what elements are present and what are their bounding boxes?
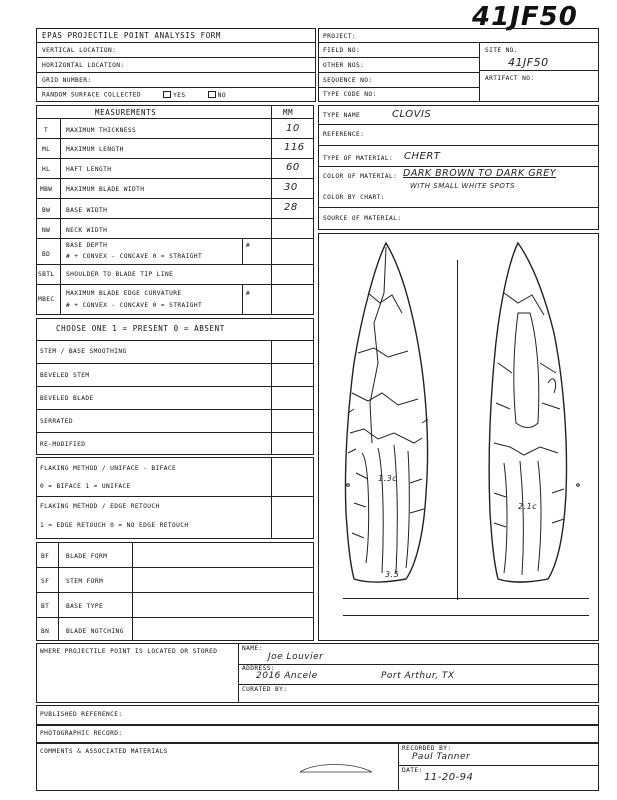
blade-form-label: BLADE FORM xyxy=(66,553,108,560)
material-color-value: DARK BROWN TO DARK GREY xyxy=(403,168,557,179)
comments-label: COMMENTS & ASSOCIATED MATERIALS xyxy=(40,748,168,755)
base-depth-hash: # xyxy=(246,242,251,249)
base-width-label: BASE WIDTH xyxy=(66,207,108,214)
site-number-header: 41JF50 xyxy=(472,2,578,32)
code-sf: SF xyxy=(41,578,50,585)
recorded-by-label: RECORDED BY: xyxy=(402,745,452,752)
code-t: T xyxy=(44,127,49,134)
measurements-header: MEASUREMENTS xyxy=(95,108,157,117)
owner-name-value: Joe Louvier xyxy=(268,652,324,662)
code-bw: BW xyxy=(42,207,51,214)
random-surface-text: RANDOM SURFACE COLLECTED xyxy=(42,91,142,99)
max-blade-width-value: 30 xyxy=(284,182,298,193)
site-no-value: 41JF50 xyxy=(508,56,549,69)
site-no-label: SITE NO. xyxy=(485,47,519,54)
neck-width-label: NECK WIDTH xyxy=(66,227,108,234)
blade-notching-label: BLADE NOTCHING xyxy=(66,628,124,635)
stem-form-label: STEM FORM xyxy=(66,578,104,585)
flaking-retouch-options: 1 = EDGE RETOUCH 0 = NO EDGE RETOUCH xyxy=(40,522,189,529)
location-stored-label: WHERE PROJECTILE POINT IS LOCATED OR STORED xyxy=(40,648,218,655)
material-type-label: TYPE OF MATERIAL: xyxy=(323,155,394,162)
flaking-method-retouch: FLAKING METHOD / EDGE RETOUCH xyxy=(40,503,160,510)
base-depth-label: BASE DEPTH xyxy=(66,242,108,249)
base-width-value: 28 xyxy=(284,202,298,213)
measurements-unit: MM xyxy=(283,108,294,117)
beveled-stem-label: BEVELED STEM xyxy=(40,372,90,379)
date-value: 11-20-94 xyxy=(424,772,474,783)
yes-label: YES xyxy=(173,91,186,99)
base-depth-options: # + CONVEX - CONCAVE 0 = STRAIGHT xyxy=(66,253,203,260)
obverse-view xyxy=(345,243,428,582)
haft-length-value: 60 xyxy=(286,162,300,173)
reverse-view xyxy=(489,243,579,582)
projectile-point-drawing xyxy=(318,233,599,641)
max-length-value: 116 xyxy=(284,142,305,153)
max-thickness-value: 10 xyxy=(286,123,300,134)
stem-smoothing-label: STEM / BASE SMOOTHING xyxy=(40,348,127,355)
max-blade-width-label: MAXIMUM BLADE WIDTH xyxy=(66,186,145,193)
beveled-blade-label: BEVELED BLADE xyxy=(40,395,94,402)
serrated-label: SERRATED xyxy=(40,418,74,425)
horizontal-location-label: HORIZONTAL LOCATION: xyxy=(42,62,125,69)
recorded-by-value: Paul Tanner xyxy=(412,752,471,762)
code-ml: ML xyxy=(42,146,51,153)
curated-by-label: CURATED BY: xyxy=(242,686,288,693)
vertical-location-label: VERTICAL LOCATION: xyxy=(42,47,117,54)
photographic-record-label: PHOTOGRAPHIC RECORD: xyxy=(40,730,123,737)
code-bd: BD xyxy=(42,251,51,258)
source-material-label: SOURCE OF MATERIAL: xyxy=(323,215,402,222)
no-checkbox[interactable] xyxy=(208,91,216,98)
date-label: DATE: xyxy=(402,767,423,774)
grid-number-label: GRID NUMBER: xyxy=(42,77,92,84)
code-hl: HL xyxy=(42,166,51,173)
reverse-note: 2.1c xyxy=(518,502,538,511)
yes-checkbox[interactable] xyxy=(163,91,171,98)
type-code-label: TYPE CODE NO: xyxy=(323,91,377,98)
field-no-label: FIELD NO: xyxy=(323,47,361,54)
type-name-value: CLOVIS xyxy=(392,109,432,120)
code-bf: BF xyxy=(41,553,50,560)
other-nos-label: OTHER NOS: xyxy=(323,62,365,69)
owner-name-label: NAME: xyxy=(242,645,263,652)
sequence-no-label: SEQUENCE NO: xyxy=(323,77,373,84)
code-sbtl: SBTL xyxy=(38,271,55,278)
base-type-label: BASE TYPE xyxy=(66,603,104,610)
type-name-label: TYPE NAME xyxy=(323,112,361,119)
choose-header: CHOOSE ONE 1 = PRESENT 0 = ABSENT xyxy=(56,324,225,333)
form-title: EPAS PROJECTILE POINT ANALYSIS FORM xyxy=(42,31,222,40)
comments-sketch xyxy=(296,760,376,780)
random-surface-label xyxy=(42,91,226,99)
code-mbec: MBEC xyxy=(38,296,55,303)
material-type-value: CHERT xyxy=(404,151,441,162)
material-color-label: COLOR OF MATERIAL: xyxy=(323,173,398,180)
obverse-scale: 3.5 xyxy=(385,570,400,579)
published-reference-label: PUBLISHED REFERENCE: xyxy=(40,711,123,718)
mbec-options: # + CONVEX - CONCAVE 0 = STRAIGHT xyxy=(66,302,203,309)
shoulder-tip-label: SHOULDER TO BLADE TIP LINE xyxy=(66,271,174,278)
no-label: NO xyxy=(217,91,226,99)
re-modified-label: RE-MODIFIED xyxy=(40,441,86,448)
max-thickness-label: MAXIMUM THICKNESS xyxy=(66,127,137,134)
address-value-street: 2016 Ancele xyxy=(256,671,318,681)
mbec-label: MAXIMUM BLADE EDGE CURVATURE xyxy=(66,290,182,297)
material-color-value-2: WITH SMALL WHITE SPOTS xyxy=(410,182,516,190)
code-mbw: MBW xyxy=(40,186,53,193)
color-chart-label: COLOR BY CHART: xyxy=(323,194,385,201)
project-label: PROJECT: xyxy=(323,33,357,40)
flaking-uniface-options: 0 = BIFACE 1 = UNIFACE xyxy=(40,483,131,490)
address-label: ADDRESS: xyxy=(242,665,276,672)
max-length-label: MAXIMUM LENGTH xyxy=(66,146,124,153)
artifact-no-label: ARTIFACT NO: xyxy=(485,75,535,82)
reference-label: REFERENCE: xyxy=(323,131,365,138)
code-bt: BT xyxy=(41,603,50,610)
obverse-note: 1.3c xyxy=(378,474,398,483)
address-value-city: Port Arthur, TX xyxy=(381,671,455,681)
haft-length-label: HAFT LENGTH xyxy=(66,166,112,173)
mbec-hash: # xyxy=(246,290,251,297)
flaking-method-uniface: FLAKING METHOD / UNIFACE - BIFACE xyxy=(40,465,177,472)
code-bn: BN xyxy=(41,628,50,635)
code-nw: NW xyxy=(42,227,51,234)
